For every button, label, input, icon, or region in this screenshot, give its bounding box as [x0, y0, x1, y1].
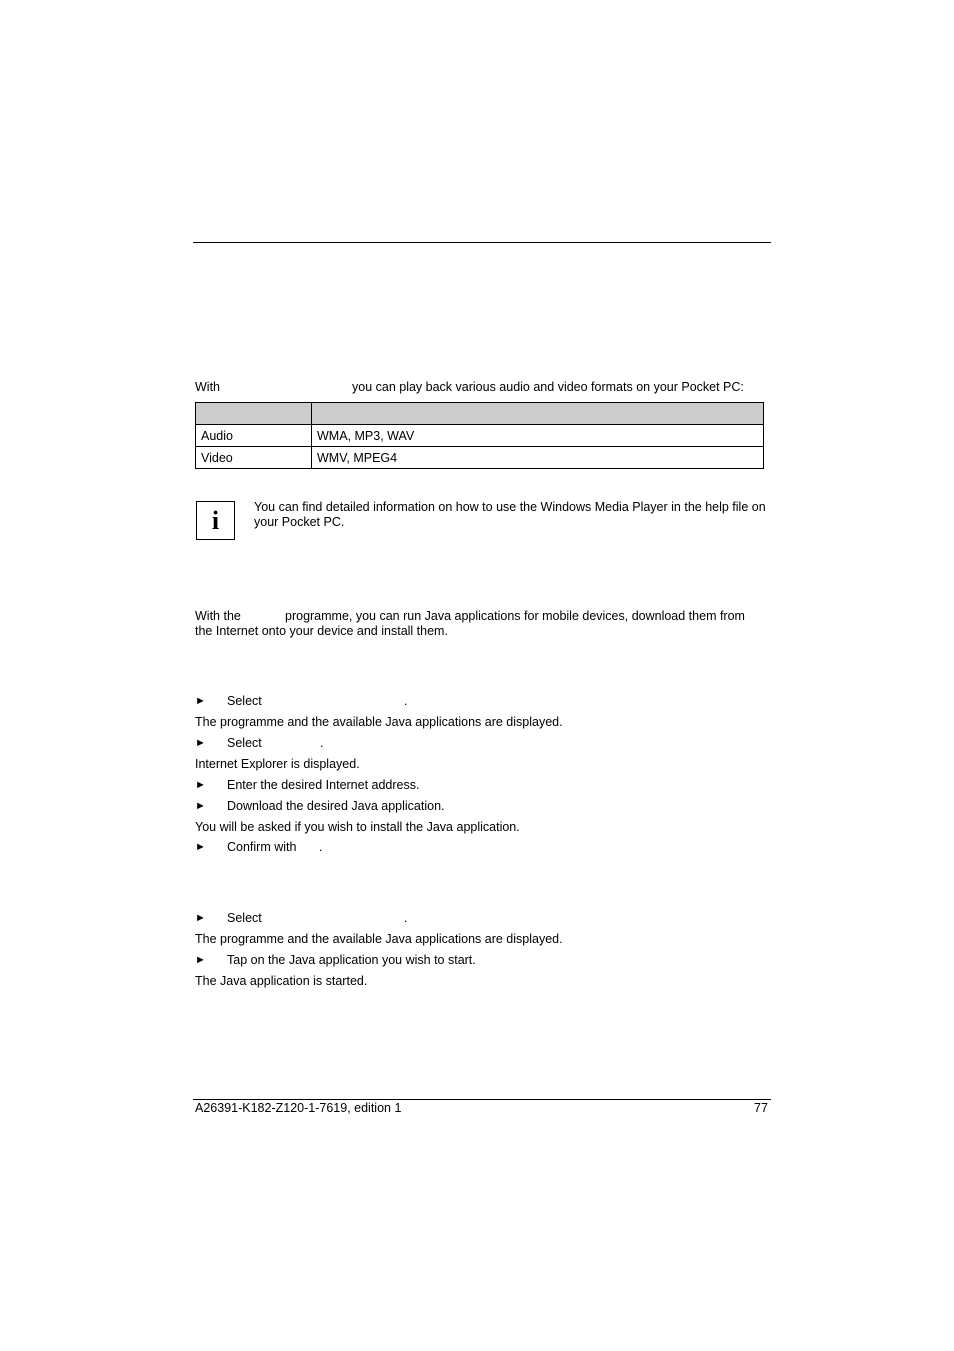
- page-number: 77: [754, 1101, 768, 1115]
- step-result: The programme and the available Java applications are displayed.: [195, 932, 563, 946]
- step-tap-application: Tap on the Java application you wish to start.: [227, 953, 476, 967]
- step-period: .: [404, 911, 408, 925]
- java-intro-text: programme, you can run Java applications for mobile devices, download them from: [285, 609, 745, 623]
- table-cell-type: Audio: [196, 425, 312, 447]
- table-row: [196, 447, 764, 469]
- table-header-row: [196, 403, 764, 425]
- formats-table: [195, 402, 764, 469]
- intro-start: With: [195, 380, 220, 394]
- info-note-text: You can find detailed information on how to use the Windows Media Player in the help file on your Pocket PC.: [254, 500, 766, 529]
- info-icon: [196, 501, 235, 540]
- java-intro-start: With the: [195, 609, 241, 623]
- footer-doc-id: A26391-K182-Z120-1-7619, edition 1: [195, 1101, 402, 1115]
- java-intro-line2: the Internet onto your device and install them.: [195, 624, 448, 638]
- bullet-icon: ►: [195, 737, 206, 749]
- step-result: You will be asked if you wish to install the Java application.: [195, 820, 520, 834]
- bullet-icon: ►: [195, 800, 206, 812]
- step-select: Select: [227, 694, 262, 708]
- table-header-cell: [196, 403, 312, 425]
- bullet-icon: ►: [195, 779, 206, 791]
- step-confirm: Confirm with: [227, 840, 297, 854]
- bullet-icon: ►: [195, 695, 206, 707]
- step-download: Download the desired Java application.: [227, 799, 445, 813]
- step-result: The programme and the available Java applications are displayed.: [195, 715, 563, 729]
- bullet-icon: ►: [195, 841, 206, 853]
- header-rule: [193, 242, 771, 243]
- step-period: .: [319, 840, 323, 854]
- step-result: Internet Explorer is displayed.: [195, 757, 360, 771]
- bullet-icon: ►: [195, 954, 206, 966]
- step-period: .: [404, 694, 408, 708]
- table-row: [196, 425, 764, 447]
- step-period: .: [320, 736, 324, 750]
- info-icon-glyph: i: [211, 505, 220, 535]
- table-header-cell: [312, 403, 764, 425]
- table-cell-formats: WMV, MPEG4: [312, 447, 764, 469]
- step-select: Select: [227, 911, 262, 925]
- footer-rule: [193, 1099, 771, 1100]
- intro-text: you can play back various audio and video formats on your Pocket PC:: [352, 380, 744, 394]
- bullet-icon: ►: [195, 912, 206, 924]
- step-enter-address: Enter the desired Internet address.: [227, 778, 420, 792]
- step-select: Select: [227, 736, 262, 750]
- step-result: The Java application is started.: [195, 974, 368, 988]
- table-cell-type: Video: [196, 447, 312, 469]
- table-cell-formats: WMA, MP3, WAV: [312, 425, 764, 447]
